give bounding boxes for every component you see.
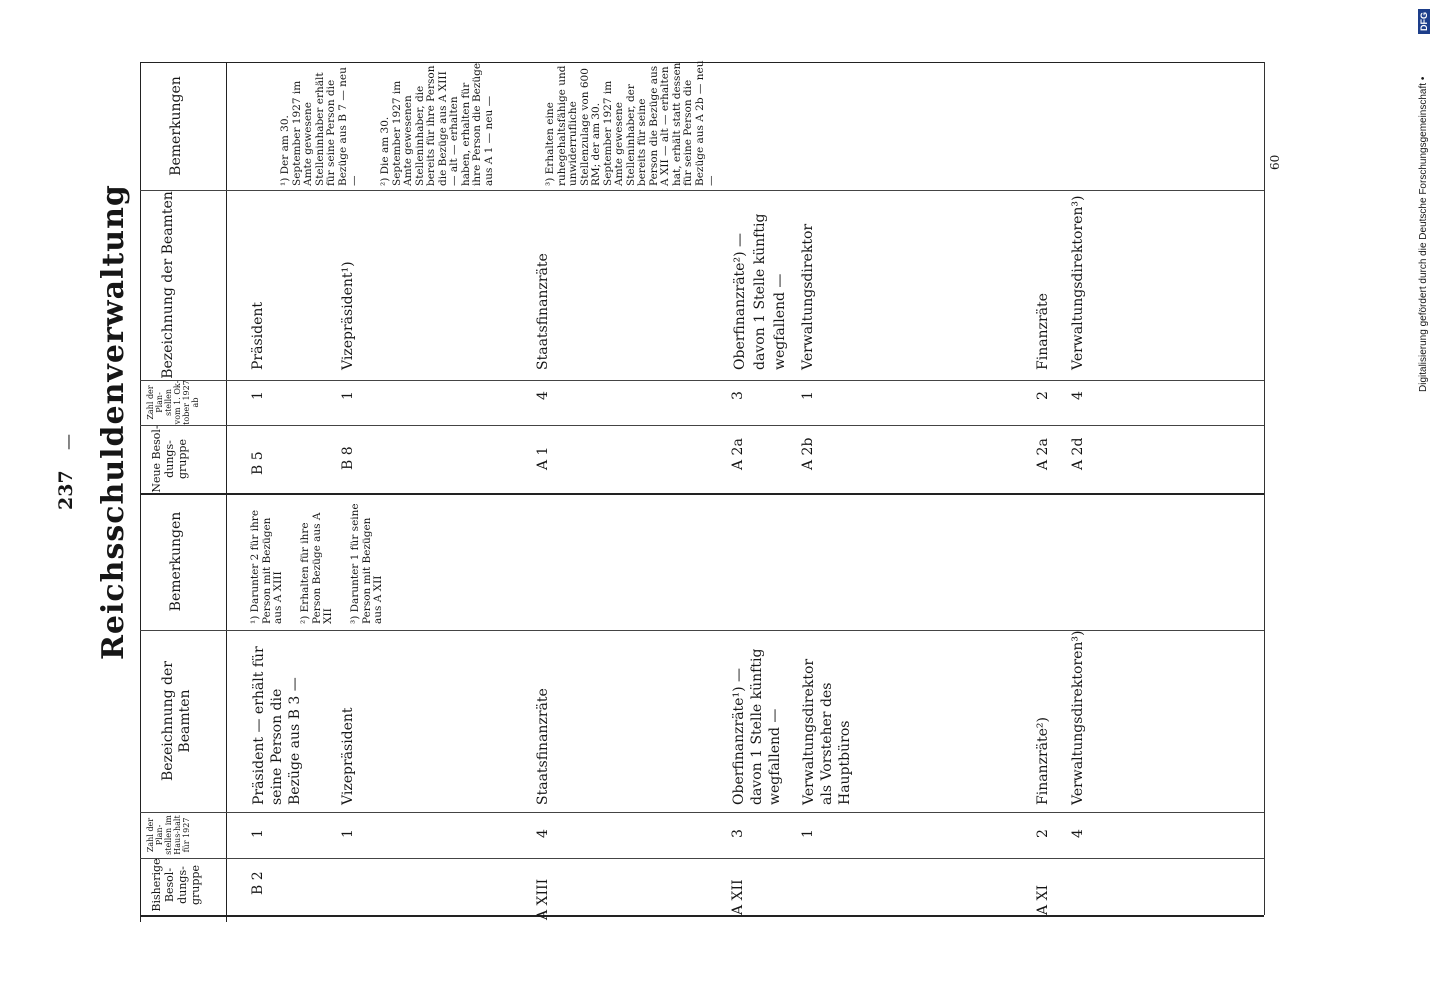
lt-row4-group: A XII (730, 879, 746, 915)
rt-row2-title: Vizepräsident¹) (340, 261, 356, 370)
page-title: Reichsschuldenverwaltung (96, 184, 131, 660)
page-number: 237 (55, 470, 77, 510)
rt-row1-group: B 5 (250, 451, 266, 475)
rt-row6-title: Finanzräte (1035, 293, 1051, 370)
lt-row4-count: 3 (730, 829, 746, 838)
rt-note-1: ¹) Der am 30. September 1927 im Amte gewesene Stelleninhaber erhält für seine Person die Bezüge aus B 7 — neu — (279, 67, 360, 186)
lt-row1-group: B 2 (250, 871, 266, 895)
lt-row6-title: Finanzräte²) (1035, 717, 1051, 805)
right-table-header-rule (140, 493, 1264, 495)
rt-row2-count: 1 (340, 391, 356, 400)
lt-note-2: ²) Erhalten für ihre Person Bezüge aus A XII (299, 512, 334, 624)
lt-header-title: Bezeichnung der Beamten (160, 661, 193, 781)
lt-header-remarks: Bemerkungen (168, 511, 184, 612)
lt-row5-title: Verwaltungsdirektor als Vorsteher des Hauptbüros (801, 658, 853, 805)
lt-col-div-1 (140, 630, 1264, 631)
dfg-logo: DFG (1418, 9, 1430, 34)
rt-col-div-1 (140, 190, 1264, 191)
rt-row4-title: Oberfinanzräte²) — davon 1 Stelle künftig wegfallend — (732, 213, 788, 370)
lt-note-1: ¹) Darunter 2 für ihre Person mit Bezügen aus A XIII (249, 509, 284, 624)
lt-row3-group: A XIII (535, 878, 551, 920)
table-left-border (140, 62, 141, 922)
rt-row1-title: Präsident (250, 301, 266, 370)
rt-header-remarks: Bemerkungen (168, 76, 184, 176)
rt-row7-count: 4 (1070, 391, 1086, 400)
lt-row1-count: 1 (250, 829, 266, 838)
rt-row3-count: 4 (535, 391, 551, 400)
lt-row6-group: A XI (1035, 884, 1051, 915)
lt-row7-count: 4 (1070, 829, 1086, 838)
rt-row4-count: 3 (730, 391, 746, 400)
rt-col-div-3 (140, 425, 1264, 426)
footer-number: 60 (1268, 154, 1282, 170)
rt-row6-group: A 2a (1035, 438, 1051, 470)
rt-row5-title: Verwaltungsdirektor (800, 223, 816, 370)
lt-note-3: ³) Darunter 1 für seine Person mit Bezügen aus A XII (349, 503, 384, 624)
lt-row5-count: 1 (800, 829, 816, 838)
lt-row6-count: 2 (1035, 829, 1051, 838)
rt-row5-count: 1 (800, 391, 816, 400)
lt-row1-title: Präsident — erhält für seine Person die Bezüge aus B 3 — (251, 646, 303, 805)
rt-row7-group: A 2d (1070, 437, 1086, 470)
side-credit: Digitalisierung gefördert durch die Deutsche Forschungsgemeinschaft • (1418, 76, 1429, 392)
rt-header-title: Bezeichnung der Beamten (160, 191, 176, 379)
lt-col-div-3 (140, 858, 1264, 859)
rt-row7-title: Verwaltungsdirektoren³) (1070, 195, 1086, 370)
rt-note-2: ²) Die am 30. September 1927 im Amte gewesenen Stelleninhaber, die bereits für ihre Person die Bezüge aus A XIII — alt — erhalten haben, erhalten für ihre Person die Bezüge aus A 1 — neu — (379, 62, 495, 186)
rt-col-div-2 (140, 380, 1264, 381)
header-body-divider (226, 62, 227, 922)
lt-row7-title: Verwaltungsdirektoren³) (1070, 630, 1086, 805)
lt-row2-count: 1 (340, 829, 356, 838)
rt-row3-title: Staatsfinanzräte (535, 253, 551, 370)
lt-header-group: Bisherige Besol-dungs-gruppe (150, 858, 202, 912)
rt-row6-count: 2 (1035, 391, 1051, 400)
page-dash: — (58, 434, 77, 450)
lt-row3-title: Staatsfinanzräte (535, 688, 551, 805)
table-right-end (1264, 62, 1265, 915)
rt-row5-group: A 2b (800, 437, 816, 470)
lt-row4-title: Oberfinanzräte¹) — davon 1 Stelle künftig wegfallend — (731, 648, 783, 805)
rt-header-group: Neue Besol-dungs-gruppe (150, 425, 189, 493)
rt-row2-group: B 8 (340, 446, 356, 470)
rt-row3-group: A 1 (535, 446, 551, 470)
lt-row2-title: Vizepräsident (340, 707, 356, 805)
rt-row1-count: 1 (250, 391, 266, 400)
left-table-header-rule (140, 915, 1264, 917)
rt-row4-group: A 2a (730, 438, 746, 470)
lt-header-count: Zahl der Plan-stellen im Haus-halt für 1927 (146, 815, 191, 855)
lt-row3-count: 4 (535, 829, 551, 838)
rt-header-count: Zahl der Plan-stellen vom 1. Ok-tober 1927 ab (146, 380, 200, 425)
rt-note-3: ³) Erhalten eine ruhegehaltsfähige und unwiderrufliche Stellenzulage von 600 RM; der am 30. September 1927 im Amte gewesene Stelleninhaber, der bereits für seine Person die Bezüge aus A XII — alt — erhalten hat, erhält statt dessen für seine Person die Bezüge aus A 2b — neu — (544, 60, 717, 186)
lt-col-div-2 (140, 812, 1264, 813)
